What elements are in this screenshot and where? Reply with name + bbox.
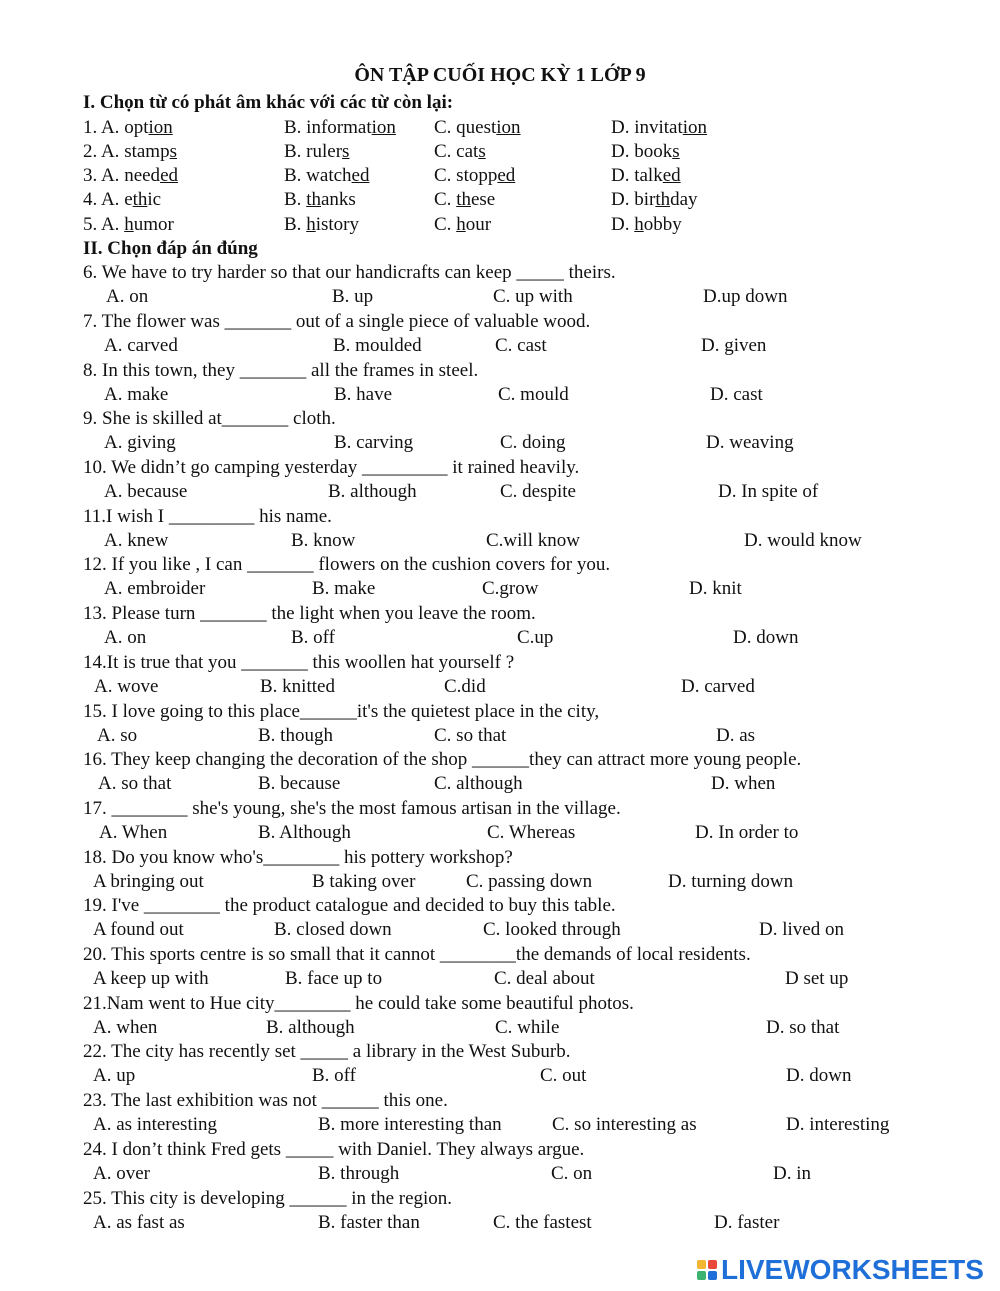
answer-option-b[interactable]: B. face up to (285, 968, 383, 989)
question-text (0, 310, 1000, 334)
answer-option-a[interactable]: A. wove (94, 676, 159, 697)
question-stem: 6. We have to try harder so that our handicrafts can keep _____ theirs. (83, 262, 616, 283)
text-part: e (124, 189, 133, 210)
answer-option-d[interactable]: D. In spite of (718, 481, 819, 502)
answer-option-d[interactable]: D. down (786, 1065, 852, 1086)
text-part: 4. A. (83, 189, 125, 210)
answer-options (0, 724, 1000, 748)
option-c (434, 213, 491, 237)
text-part: B. informat (284, 117, 372, 138)
option-b (284, 188, 356, 212)
answer-options (0, 1211, 1000, 1235)
answer-option-a[interactable]: A bringing out (93, 871, 204, 892)
underlined-part: s (672, 141, 680, 162)
answer-option-a[interactable]: A. embroider (104, 578, 206, 599)
text-part: 2. A. (83, 141, 125, 162)
answer-option-a[interactable]: A. on (104, 627, 147, 648)
answer-option-c[interactable]: C. on (551, 1163, 593, 1184)
answer-options (0, 821, 1000, 845)
option-d (611, 188, 698, 212)
answer-option-a[interactable]: A. carved (104, 335, 178, 356)
pronunciation-row (0, 213, 1000, 237)
underlined-part: h (124, 214, 134, 235)
text-part: day (670, 189, 698, 210)
answer-option-a[interactable]: A. on (106, 286, 149, 307)
answer-option-c[interactable]: C. despite (500, 481, 576, 502)
answer-option-b[interactable]: B. Although (258, 822, 351, 843)
answer-option-b[interactable]: B. more interesting than (318, 1114, 502, 1135)
question-text (0, 992, 1000, 1016)
answer-options (0, 870, 1000, 894)
text-part: C. quest (434, 117, 497, 138)
question-stem: 12. If you like , I can _______ flowers on the cushion covers for you. (83, 554, 611, 575)
answer-option-d[interactable]: D. cast (710, 384, 763, 405)
text-part: C. cat (434, 141, 479, 162)
underlined-part: th (132, 189, 148, 210)
answer-option-b[interactable]: B. carving (334, 432, 414, 453)
answer-option-d[interactable]: D set up (785, 968, 849, 989)
text-part: D. invitat (611, 117, 683, 138)
answer-option-a[interactable]: A. giving (104, 432, 176, 453)
underlined-part: ion (496, 117, 521, 138)
answer-option-d[interactable]: D. when (711, 773, 776, 794)
question-stem: 16. They keep changing the decoration of the shop ______they can attract more young people. (83, 749, 802, 770)
option-a (83, 164, 178, 188)
text-part: D. bir (611, 189, 656, 210)
text-part: istory (315, 214, 359, 235)
answer-option-a[interactable]: A. knew (104, 530, 169, 551)
answer-option-d[interactable]: D. would know (744, 530, 862, 551)
option-c (434, 188, 495, 212)
answer-option-d[interactable]: D. lived on (759, 919, 844, 940)
answer-options (0, 626, 1000, 650)
answer-option-d[interactable]: D. knit (689, 578, 742, 599)
question-stem: 13. Please turn _______ the light when you leave the room. (83, 603, 536, 624)
underlined-part: ion (682, 117, 708, 138)
answer-option-b[interactable]: B. off (312, 1065, 356, 1086)
question-text (0, 943, 1000, 967)
answer-option-c[interactable]: C. while (495, 1017, 560, 1038)
answer-option-d[interactable]: D. carved (681, 676, 755, 697)
text-part: ic (147, 189, 162, 210)
option-b (284, 164, 369, 188)
answer-option-a[interactable]: A. so that (98, 773, 172, 794)
answer-option-c[interactable]: C. mould (498, 384, 569, 405)
answer-option-d[interactable]: D. in (773, 1163, 811, 1184)
logo-grid-icon (697, 1260, 717, 1280)
underlined-part: ion (371, 117, 396, 138)
option-c (434, 140, 486, 164)
logo-text: LIVEWORKSHEETS (721, 1254, 984, 1285)
underlined-part: s (478, 141, 486, 162)
answer-option-a[interactable]: A. as interesting (93, 1114, 218, 1135)
answer-option-b[interactable]: B. make (312, 578, 376, 599)
answer-option-a[interactable]: A. When (99, 822, 168, 843)
question-text (0, 1040, 1000, 1064)
question-text (0, 797, 1000, 821)
question-stem: 7. The flower was _______ out of a single piece of valuable wood. (83, 311, 591, 332)
question-text (0, 602, 1000, 626)
question-text (0, 456, 1000, 480)
logo-square (708, 1271, 717, 1280)
answer-options (0, 529, 1000, 553)
answer-options (0, 577, 1000, 601)
text-part: 5. A. (83, 214, 125, 235)
logo-square (708, 1260, 717, 1269)
question-stem: 17. ________ she's young, she's the most famous artisan in the village. (83, 798, 621, 819)
answer-options (0, 383, 1000, 407)
option-d (611, 116, 707, 140)
answer-option-c[interactable]: C.grow (482, 578, 539, 599)
text-part: C. (434, 189, 457, 210)
question-stem: 23. The last exhibition was not ______ this one. (83, 1090, 448, 1111)
answer-option-c[interactable]: C.will know (486, 530, 580, 551)
question-text (0, 1089, 1000, 1113)
text-part: B. (284, 214, 307, 235)
question-text (0, 651, 1000, 675)
answer-option-b[interactable]: B. through (318, 1163, 400, 1184)
answer-option-d[interactable]: D.up down (703, 286, 788, 307)
section2-heading: II. Chọn đáp án đúng (83, 238, 258, 259)
underlined-part: ed (160, 165, 178, 186)
answer-option-b[interactable]: B. closed down (274, 919, 392, 940)
question-stem: 20. This sports centre is so small that it cannot ________the demands of local residents. (83, 944, 751, 965)
question-stem: 9. She is skilled at_______ cloth. (83, 408, 336, 429)
answer-option-a[interactable]: A. make (104, 384, 169, 405)
text-part: ese (470, 189, 496, 210)
text-part: D. talk (611, 165, 663, 186)
answer-option-d[interactable]: D. weaving (706, 432, 794, 453)
answer-options (0, 772, 1000, 796)
text-part: D. (611, 214, 635, 235)
answer-options (0, 285, 1000, 309)
answer-option-d[interactable]: D. as (716, 725, 756, 746)
answer-option-c[interactable]: C. so interesting as (552, 1114, 697, 1135)
option-d (611, 164, 681, 188)
option-a (83, 213, 174, 237)
underlined-part: h (306, 214, 316, 235)
pronunciation-row (0, 188, 1000, 212)
pronunciation-row (0, 164, 1000, 188)
option-d (611, 213, 682, 237)
question-text (0, 359, 1000, 383)
underlined-part: s (169, 141, 177, 162)
question-text (0, 894, 1000, 918)
option-a (83, 188, 161, 212)
option-d (611, 140, 680, 164)
answer-option-d[interactable]: D. interesting (786, 1114, 890, 1135)
answer-option-b[interactable]: B. knitted (260, 676, 335, 697)
question-text (0, 748, 1000, 772)
text-part: our (465, 214, 492, 235)
logo-square (697, 1271, 706, 1280)
answer-option-b[interactable]: B. faster than (318, 1212, 420, 1233)
answer-option-c[interactable]: C. up with (493, 286, 573, 307)
option-a (83, 140, 177, 164)
answer-option-a[interactable]: A. up (93, 1065, 136, 1086)
question-text (0, 407, 1000, 431)
question-text (0, 261, 1000, 285)
question-stem: 18. Do you know who's________ his pottery workshop? (83, 847, 513, 868)
text-part: D. book (611, 141, 673, 162)
answer-option-d[interactable]: D. faster (714, 1212, 780, 1233)
answer-options (0, 334, 1000, 358)
question-stem: 25. This city is developing ______ in the region. (83, 1188, 453, 1209)
text-part: B. ruler (284, 141, 343, 162)
option-b (284, 140, 349, 164)
question-stem: 14.It is true that you _______ this woollen hat yourself ? (83, 652, 515, 673)
text-part: C. (434, 214, 457, 235)
answer-option-b[interactable]: B. have (334, 384, 393, 405)
question-stem: 22. The city has recently set _____ a library in the West Suburb. (83, 1041, 571, 1062)
question-text (0, 505, 1000, 529)
answer-options (0, 1113, 1000, 1137)
answer-option-a[interactable]: A. so (97, 725, 138, 746)
answer-option-a[interactable]: A keep up with (93, 968, 209, 989)
question-text (0, 700, 1000, 724)
option-b (284, 116, 396, 140)
underlined-part: th (306, 189, 321, 210)
underlined-part: ed (351, 165, 370, 186)
answer-option-c[interactable]: C.did (444, 676, 486, 697)
underlined-part: s (342, 141, 350, 162)
pronunciation-row (0, 116, 1000, 140)
answer-option-c[interactable]: C. doing (500, 432, 566, 453)
question-text (0, 1187, 1000, 1211)
text-part: anks (320, 189, 356, 210)
question-stem: 10. We didn’t go camping yesterday _________ it rained heavily. (83, 457, 580, 478)
answer-option-a[interactable]: A found out (93, 919, 184, 940)
answer-options (0, 967, 1000, 991)
answer-option-a[interactable]: A. over (93, 1163, 150, 1184)
text-part: umor (133, 214, 174, 235)
answer-options (0, 918, 1000, 942)
answer-options (0, 1064, 1000, 1088)
text-part: B. watch (284, 165, 352, 186)
answer-option-a[interactable]: A. as fast as (93, 1212, 185, 1233)
question-stem: 8. In this town, they _______ all the frames in steel. (83, 360, 479, 381)
option-b (284, 213, 359, 237)
option-a (83, 116, 173, 140)
answer-option-d[interactable]: D. down (733, 627, 799, 648)
underlined-part: ed (662, 165, 681, 186)
answer-option-b[interactable]: B. although (266, 1017, 355, 1038)
text-part: stamp (124, 141, 170, 162)
answer-option-d[interactable]: D. In order to (695, 822, 799, 843)
page-title: ÔN TẬP CUỐI HỌC KỲ 1 LỚP 9 (354, 64, 646, 86)
text-part: obby (643, 214, 682, 235)
answer-options (0, 480, 1000, 504)
answer-option-c[interactable]: C. cast (495, 335, 547, 356)
section1-heading: I. Chọn từ có phát âm khác với các từ còn lại: (83, 92, 454, 113)
question-stem: 19. I've ________ the product catalogue and decided to buy this table. (83, 895, 616, 916)
answer-option-c[interactable]: C. so that (434, 725, 507, 746)
question-stem: 21.Nam went to Hue city________ he could take some beautiful photos. (83, 993, 634, 1014)
answer-option-c[interactable]: C. Whereas (487, 822, 576, 843)
answer-options (0, 431, 1000, 455)
answer-options (0, 1162, 1000, 1186)
text-part: B. (284, 189, 307, 210)
answer-option-b[interactable]: B. moulded (333, 335, 422, 356)
underlined-part: th (456, 189, 471, 210)
text-part: 1. A. (83, 117, 125, 138)
question-stem: 15. I love going to this place______it's the quietest place in the city, (83, 701, 600, 722)
pronunciation-row (0, 140, 1000, 164)
liveworksheets-logo (697, 1253, 984, 1287)
answer-option-c[interactable]: C. deal about (494, 968, 595, 989)
text-part: need (124, 165, 161, 186)
underlined-part: ed (497, 165, 516, 186)
question-stem: 24. I don’t think Fred gets _____ with Daniel. They always argue. (83, 1139, 585, 1160)
answer-option-b[interactable]: B. because (258, 773, 341, 794)
answer-options (0, 1016, 1000, 1040)
answer-option-a[interactable]: A. when (93, 1017, 158, 1038)
option-c (434, 116, 521, 140)
answer-option-d[interactable]: D. given (701, 335, 767, 356)
question-text (0, 846, 1000, 870)
answer-option-d[interactable]: D. so that (766, 1017, 840, 1038)
underlined-part: h (456, 214, 466, 235)
answer-option-b[interactable]: B taking over (312, 871, 416, 892)
text-part: opt (124, 117, 149, 138)
underlined-part: h (634, 214, 644, 235)
question-stem: 11.I wish I _________ his name. (83, 506, 332, 527)
logo-square (697, 1260, 706, 1269)
underlined-part: th (655, 189, 671, 210)
underlined-part: ion (148, 117, 173, 138)
answer-option-a[interactable]: A. because (104, 481, 188, 502)
answer-option-c[interactable]: C. out (540, 1065, 587, 1086)
answer-option-c[interactable]: C. passing down (466, 871, 593, 892)
answer-option-c[interactable]: C. although (434, 773, 523, 794)
answer-option-d[interactable]: D. turning down (668, 871, 794, 892)
answer-options (0, 675, 1000, 699)
option-c (434, 164, 515, 188)
answer-option-b[interactable]: B. although (328, 481, 417, 502)
answer-option-b[interactable]: B. off (291, 627, 335, 648)
text-part: 3. A. (83, 165, 125, 186)
answer-option-c[interactable]: C. the fastest (493, 1212, 592, 1233)
answer-option-b[interactable]: B. up (332, 286, 374, 307)
answer-option-c[interactable]: C. looked through (483, 919, 621, 940)
question-text (0, 553, 1000, 577)
answer-option-b[interactable]: B. know (291, 530, 356, 551)
question-text (0, 1138, 1000, 1162)
text-part: C. stopp (434, 165, 498, 186)
answer-option-c[interactable]: C.up (517, 627, 554, 648)
answer-option-b[interactable]: B. though (258, 725, 333, 746)
